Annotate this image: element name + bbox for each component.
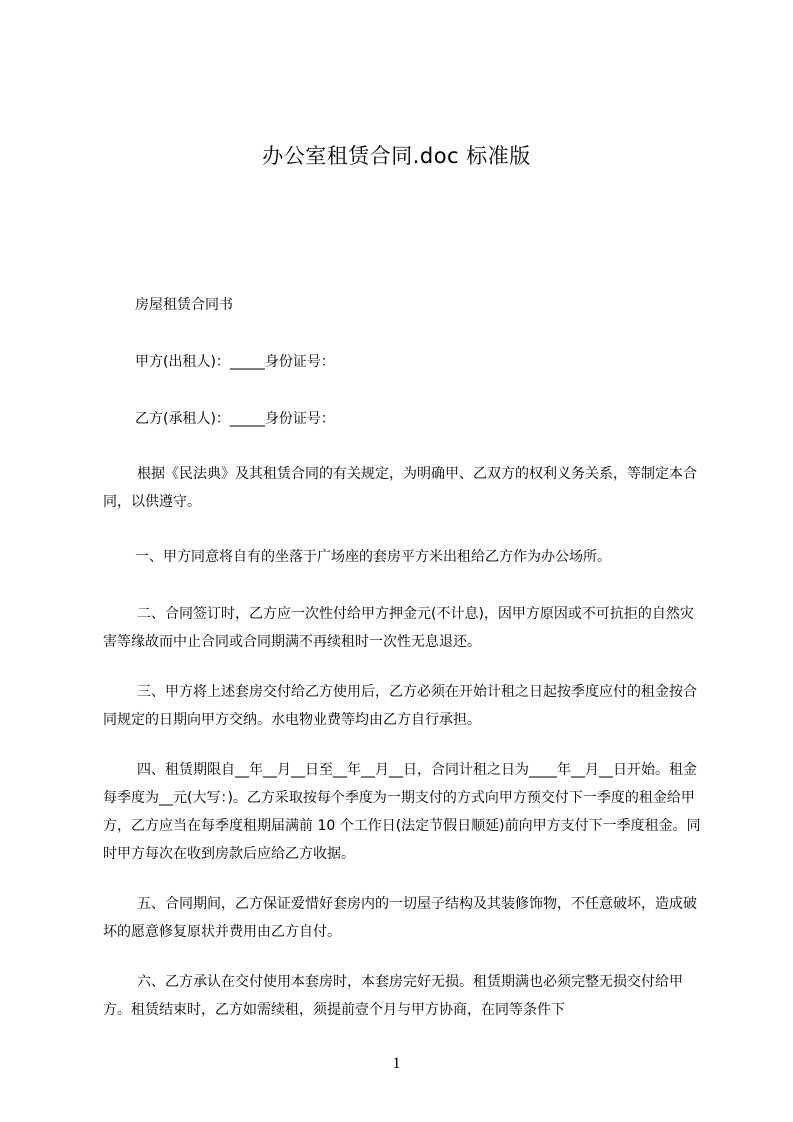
clause-5: 五、合同期间，乙方保证爱惜好套房内的一切屋子结构及其装修饰物，不任意破坏，造成破坏的愿意修复原状并费用由乙方自付。 [103, 896, 697, 940]
party-b-line: 乙方(承租人)：_____身份证号： [135, 411, 335, 427]
clause-3: 三、甲方将上述套房交付给乙方使用后，乙方必须在开始计租之日起按季度应付的租金按合同规定的日期向甲方交纳。水电物业费等均由乙方自行承担。 [103, 684, 697, 728]
clause-2: 二、合同签订时，乙方应一次性付给甲方押金元(不计息)，因甲方原因或不可抗拒的自然灾害等缘故而中止合同或合同期满不再续租时一次性无息退还。 [103, 606, 694, 650]
contract-heading: 房屋租赁合同书 [135, 297, 233, 313]
party-a-line: 甲方(出租人)：_____身份证号： [135, 354, 335, 370]
document-title: 办公室租赁合同.doc 标准版 [262, 144, 531, 168]
clause-1: 一、甲方同意将自有的坐落于广场座的套房平方米出租给乙方作为办公场所。 [135, 549, 611, 565]
preamble-paragraph: 根据《民法典》及其租赁合同的有关规定，为明确甲、乙双方的权利义务关系，等制定本合同，以供遵守。 [103, 466, 697, 510]
clause-6: 六、乙方承认在交付使用本套房时，本套房完好无损。租赁期满也必须完整无损交付给甲方。租赁结束时，乙方如需续租，须提前壹个月与甲方协商，在同等条件下 [103, 974, 683, 1018]
contract-body [103, 291, 705, 1024]
clause-4: 四、租赁期限自__年__月__日至__年__月__日，合同计租之日为____年__月__日开始。租金每季度为__元(大写：)。乙方采取按每个季度为一期支付的方式向甲方预交付下一季度的租金给甲方，乙方应当在每季度租期届满前 10 个工作日(法定节假日顺延)前向甲方支付下一季度租金。同时甲方每次在收到房款后应给乙方收据。 [103, 762, 701, 862]
page-number: 1 [392, 1055, 401, 1072]
